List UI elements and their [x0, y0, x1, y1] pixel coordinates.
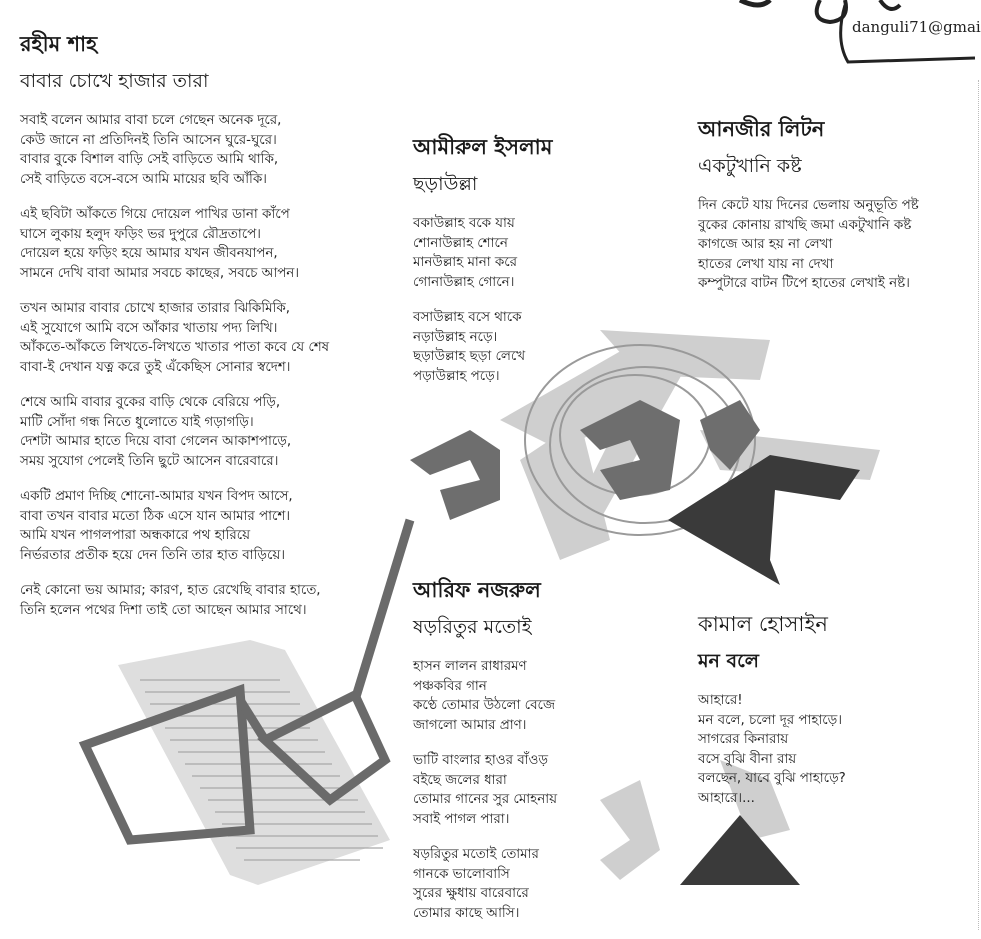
- poem-author: কামাল হোসাইন: [698, 612, 828, 636]
- column-divider: [978, 80, 979, 930]
- poem-line: সেই বাড়িতে বসে-বসে আমি মায়ের ছবি আঁকি।: [20, 171, 267, 187]
- poem-line: সময় সুযোগ পেলেই তিনি ছুটে আসেন বারেবারে।: [20, 453, 279, 469]
- poem-line: বুকের কোনায় রাখছি জমা একটুখানি কষ্ট: [698, 217, 912, 233]
- stanza: [20, 299, 329, 377]
- stanza: [20, 393, 329, 471]
- poem-line: তোমার কাছে আসি।: [413, 905, 520, 921]
- poem-line: নির্ভরতার প্রতীক হয়ে দেন তিনি তার হাত বাড়িয়ে।: [20, 547, 286, 563]
- poem-line: একটি প্রমাণ দিচ্ছি শোনো-আমার যখন বিপদ আসে,: [20, 489, 293, 504]
- poem-title: একটুখানি কষ্ট: [698, 155, 802, 177]
- poem-line: ছড়াউল্লাহ ছড়া লেখে: [413, 349, 526, 364]
- poem-line: আঁকতে-আঁকতে লিখতে-লিখতে খাতার পাতা কবে যে শেষ: [20, 340, 330, 355]
- poem-title: ষড়রিতুর মতোই: [413, 616, 532, 638]
- poem-kamal-hossain: [698, 608, 846, 824]
- poem-line: বাবা তখন বাবার মতো ঠিক এসে যান আমার পাশে।: [20, 508, 291, 524]
- poem-line: শেষে আমি বাবার বুকের বাড়ি থেকে বেরিয়ে পড়ি,: [20, 395, 281, 410]
- poem-line: তখন আমার বাবার চোখে হাজার তারার ঝিকিমিকি,: [20, 301, 291, 316]
- poem-line: পঞ্চকবির গান: [413, 678, 487, 694]
- poem-line: বকাউল্লাহ বকে যায়: [413, 216, 515, 231]
- poem-line: কেউ জানে না প্রতিদিনই তিনি আসেন ঘুরে-ঘুরে।: [20, 132, 277, 148]
- poem-anjir-liton: [698, 113, 919, 310]
- poem-line: তিনি হলেন পথের দিশা তাই তো আছেন আমার সাথে।: [20, 602, 307, 618]
- poem-line: ঘাসে লুকায় হলুদ ফড়িং ভর দুপুরে রৌদ্রতাপে।: [20, 226, 261, 242]
- poem-line: কাগজে আর হয় না লেখা: [698, 237, 833, 252]
- poem-author: আরিফ নজরুল: [413, 578, 541, 602]
- stanza: [413, 845, 557, 923]
- poem-line: এই ছবিটা আঁকতে গিয়ে দোয়েল পাখির ডানা কাঁপে: [20, 207, 290, 222]
- poem-line: পড়াউল্লাহ পড়ে।: [413, 368, 500, 384]
- poem-line: আমি যখন পাগলপারা অন্ধকারে পথ হারিয়ে: [20, 528, 250, 543]
- poem-line: শোনাউল্লাহ শোনে: [413, 235, 508, 251]
- stanza: [698, 196, 919, 294]
- poem-line: বলছেন, যাবে বুঝি পাহাড়ে?: [698, 771, 846, 786]
- poem-line: দেশটা আমার হাতে দিয়ে বাবা গেলেন আকাশপাড়ে,: [20, 434, 292, 449]
- poem-line: সামনে দেখি বাবা আমার সবচে কাছের, সবচে আপন।: [20, 265, 300, 281]
- poem-title: ছড়াউল্লা: [413, 173, 478, 195]
- poem-line: বাবার বুকে বিশাল বাড়ি সেই বাড়িতে আমি থাকি,: [20, 152, 279, 167]
- poem-rahim-shah: [20, 28, 329, 636]
- poem-arif-nazrul: [413, 574, 557, 939]
- poem-author: আমীরুল ইসলাম: [413, 135, 553, 159]
- stanza: [20, 205, 329, 283]
- poem-line: মাটি সোঁদা গন্ধ নিতে ধুলোতে যাই গড়াগড়ি।: [20, 414, 254, 430]
- poem-line: মন বলে, চলো দূর পাহাড়ে।: [698, 712, 843, 728]
- stanza: [698, 691, 846, 808]
- poem-line: তোমার গানের সুর মোহনায়: [413, 792, 557, 807]
- poem-line: মানউল্লাহ মানা করে: [413, 255, 518, 270]
- stanza: [413, 308, 552, 386]
- poem-line: দিন কেটে যায় দিনের ভেলায় অনুভূতি পষ্ট: [698, 198, 919, 213]
- poem-line: সবাই বলেন আমার বাবা চলে গেছেন অনেক দূরে,: [20, 113, 282, 128]
- poem-author: আনজীর লিটন: [698, 117, 825, 141]
- poem-title: বাবার চোখে হাজার তারা: [20, 70, 209, 92]
- poem-line: গোনাউল্লাহ গোনে।: [413, 274, 515, 290]
- poem-amirul-islam: [413, 131, 552, 402]
- newspaper-collage: [118, 640, 390, 885]
- poem-line: বসাউল্লাহ বসে থাকে: [413, 310, 522, 325]
- poem-line: নড়াউল্লাহ নড়ে।: [413, 329, 498, 345]
- poem-line: কণ্ঠে তোমার উঠলো বেজে: [413, 698, 555, 713]
- stanza: [20, 581, 329, 620]
- poem-line: বাবা-ই দেখান যত্ন করে তুই এঁকেছিস সোনার স্বদেশ।: [20, 359, 291, 375]
- poem-author: রহীম শাহ: [20, 32, 98, 56]
- poem-line: হাসন লালন রাধারমণ: [413, 659, 527, 674]
- poem-line: সুরের ক্ষুধায় বারেবারে: [413, 886, 529, 901]
- poem-line: আহারে!: [698, 693, 743, 708]
- stanza: [413, 214, 552, 292]
- poem-line: ভাটি বাংলার হাওর বাঁওড়: [413, 753, 548, 768]
- poem-line: এই সুযোগে আমি বসে আঁকার খাতায় পদ্য লিখি।: [20, 320, 278, 336]
- poem-title: মন বলে: [698, 650, 759, 672]
- poem-line: সাগরের কিনারায়: [698, 732, 789, 747]
- stanza: [413, 751, 557, 829]
- poem-line: নেই কোনো ভয় আমার; কারণ, হাত রেখেছি বাবার হাতে,: [20, 583, 321, 598]
- poem-line: গানকে ভালোবাসি: [413, 866, 510, 882]
- poem-line: সবাই পাগল পারা।: [413, 811, 510, 827]
- poem-line: জাগলো আমার প্রাণ।: [413, 717, 527, 733]
- poem-line: ষড়রিতুর মতোই তোমার: [413, 847, 539, 862]
- poem-line: হাতের লেখা যায় না দেখা: [698, 256, 834, 272]
- poem-line: বসে বুঝি বীনা রায়: [698, 751, 797, 767]
- poem-line: দোয়েল হয়ে ফড়িং হয়ে আমার যখন জীবনযাপন,: [20, 246, 278, 261]
- poem-line: বইছে জলের ধারা: [413, 772, 507, 788]
- stanza: [413, 657, 557, 735]
- poem-line: কম্পুটারে বাটন টিপে হাতের লেখাই নষ্ট।: [698, 276, 910, 291]
- email-address: danguli71@gmai: [852, 18, 981, 36]
- poem-line: আহারে।...: [698, 790, 755, 806]
- stanza: [20, 111, 329, 189]
- stanza: [20, 487, 329, 565]
